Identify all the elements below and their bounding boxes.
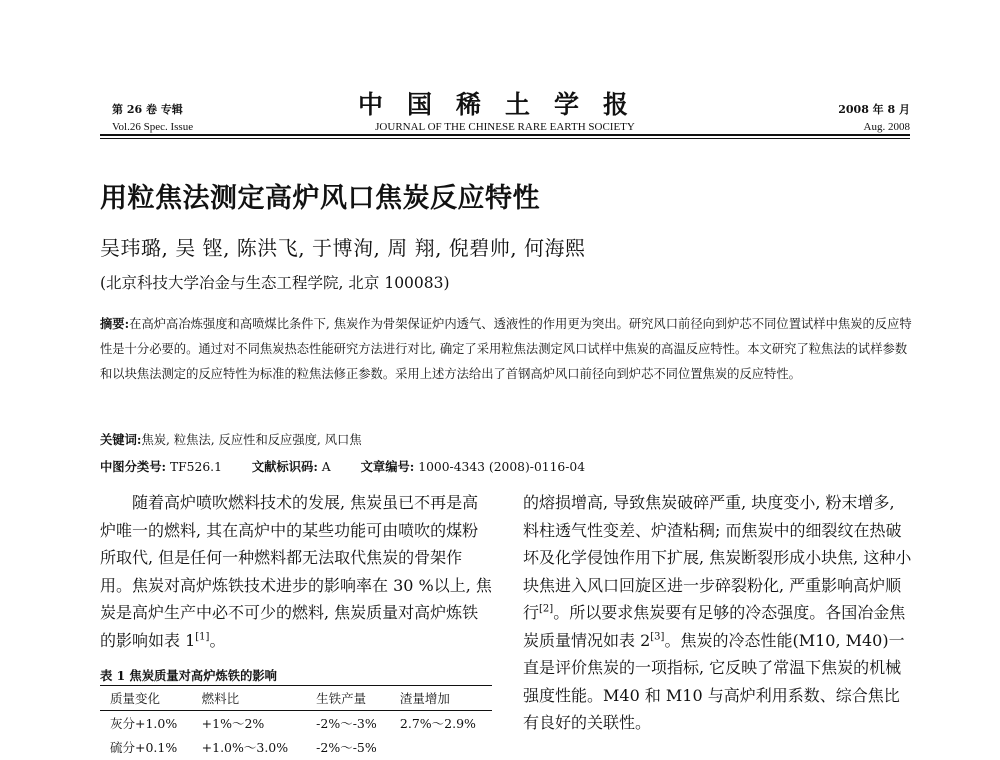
table-row bbox=[100, 711, 492, 736]
keywords bbox=[100, 430, 362, 448]
table1-caption: 表 1 焦炭质量对高炉炼铁的影响 bbox=[100, 668, 277, 683]
article-no-value: 1000-4343 (2008)-0116-04 bbox=[418, 460, 586, 474]
table1-header-row bbox=[100, 686, 492, 711]
table1-header-cell: 生铁产量 bbox=[316, 691, 367, 706]
table1-cell: -2%～-5% bbox=[316, 740, 377, 755]
body-right-column bbox=[523, 489, 915, 737]
table1 bbox=[100, 685, 492, 759]
volume-cn: 第 26 卷 专辑 bbox=[112, 103, 183, 116]
table1-cell: 灰分+1.0% bbox=[110, 716, 178, 731]
clc-value: TF526.1 bbox=[169, 460, 222, 474]
keywords-text: 焦炭, 粒焦法, 反应性和反应强度, 风口焦 bbox=[141, 433, 362, 447]
table1-cell bbox=[390, 735, 492, 759]
classification-line bbox=[100, 457, 585, 475]
table1-header-cell: 质量变化 bbox=[110, 691, 161, 706]
citation-2: [2] bbox=[539, 603, 554, 615]
para-text-2: 。所以要求焦炭要有足够的冷态强度。各国冶金焦炭质量情况如表 2 bbox=[523, 603, 906, 650]
journal-title-cn: 中国稀土学报 bbox=[357, 90, 652, 119]
table1-cell: +1.0%～3.0% bbox=[201, 740, 289, 755]
paper-affiliation: (北京科技大学冶金与生态工程学院, 北京 100083) bbox=[100, 274, 450, 292]
citation-3: [3] bbox=[650, 631, 665, 643]
intro-end: 。 bbox=[209, 630, 226, 650]
journal-title-en: JOURNAL OF THE CHINESE RARE EARTH SOCIETY bbox=[375, 121, 635, 133]
table1-header-cell: 燃料比 bbox=[201, 691, 240, 706]
paper-title: 用粒焦法测定高炉风口焦炭反应特性 bbox=[100, 183, 540, 214]
table1-cell: +1%～2% bbox=[201, 716, 265, 731]
para-text-3: 。焦炭的冷态性能(M10, M40)一直是评价焦炭的一项指标, 它反映了常温下焦炭的机械强度性能。M40 和 M10 与高炉利用系数、综合焦比有良好的关联性。 bbox=[523, 630, 905, 732]
keywords-label: 关键词: bbox=[100, 432, 142, 447]
header-rule-thin bbox=[100, 138, 910, 139]
paper-authors: 吴玮璐, 吴 铿, 陈洪飞, 于博洵, 周 翔, 倪碧帅, 何海熙 bbox=[100, 236, 586, 260]
abstract bbox=[100, 311, 912, 387]
header-rule-thick bbox=[100, 134, 910, 136]
table-row bbox=[100, 735, 492, 759]
doc-code-label: 文献标识码: bbox=[251, 459, 318, 474]
continued-paragraph bbox=[523, 489, 915, 737]
doc-code-value: A bbox=[321, 460, 331, 474]
table1-header-cell: 渣量增加 bbox=[399, 691, 450, 706]
intro-text: 随着高炉喷吹燃料技术的发展, 焦炭虽已不再是高炉唯一的燃料, 其在高炉中的某些功能可由喷吹的煤粉所取代, 但是任何一种燃料都无法取代焦炭的骨架作用。焦炭对高炉炼铁技术进步的影响率在 30 %以上, 焦炭是高炉生产中必不可少的燃料, 焦炭质量对高炉炼铁的影响如表 1 bbox=[100, 493, 492, 650]
para-text-1: 的熔损增高, 导致焦炭破碎严重, 块度变小, 粉末增多, 料柱透气性变差、炉渣粘稠; 而焦炭中的细裂纹在热破坏及化学侵蚀作用下扩展, 焦炭断裂形成小块焦, 这种小块焦进入风口回旋区进一步碎裂粉化, 严重影响高炉顺行 bbox=[523, 493, 912, 622]
intro-paragraph bbox=[100, 489, 492, 654]
abstract-label: 摘要: bbox=[100, 316, 130, 331]
table1-cell: -2%～-3% bbox=[316, 716, 377, 731]
volume-en: Vol.26 Spec. Issue bbox=[112, 121, 194, 133]
article-no-label: 文章编号: bbox=[360, 459, 415, 474]
table1-cell: 硫分+0.1% bbox=[110, 740, 178, 755]
citation-1: [1] bbox=[195, 631, 210, 643]
journal-header bbox=[100, 85, 910, 145]
issue-date-cn: 2008 年 8 月 bbox=[838, 103, 910, 116]
clc-label: 中图分类号: bbox=[100, 459, 167, 474]
body-left-column bbox=[100, 489, 492, 654]
table1-cell: 2.7%～2.9% bbox=[399, 716, 476, 731]
abstract-text: 在高炉高冶炼强度和高喷煤比条件下, 焦炭作为骨架保证炉内透气、透液性的作用更为突出。研究风口前径向到炉芯不同位置试样中焦炭的反应特性是十分必要的。通过对不同焦炭热态性能研究方法进行对比, 确定了采用粒焦法测定风口试样中焦炭的高温反应特性。本文研究了粒焦法的试样参数和以块焦法测定的反应特性为标准的粒焦法修正参数。采用上述方法给出了首钢高炉风口前径向到炉芯不同位置焦炭的反应特性。 bbox=[100, 317, 912, 381]
issue-date-en: Aug. 2008 bbox=[863, 121, 910, 133]
